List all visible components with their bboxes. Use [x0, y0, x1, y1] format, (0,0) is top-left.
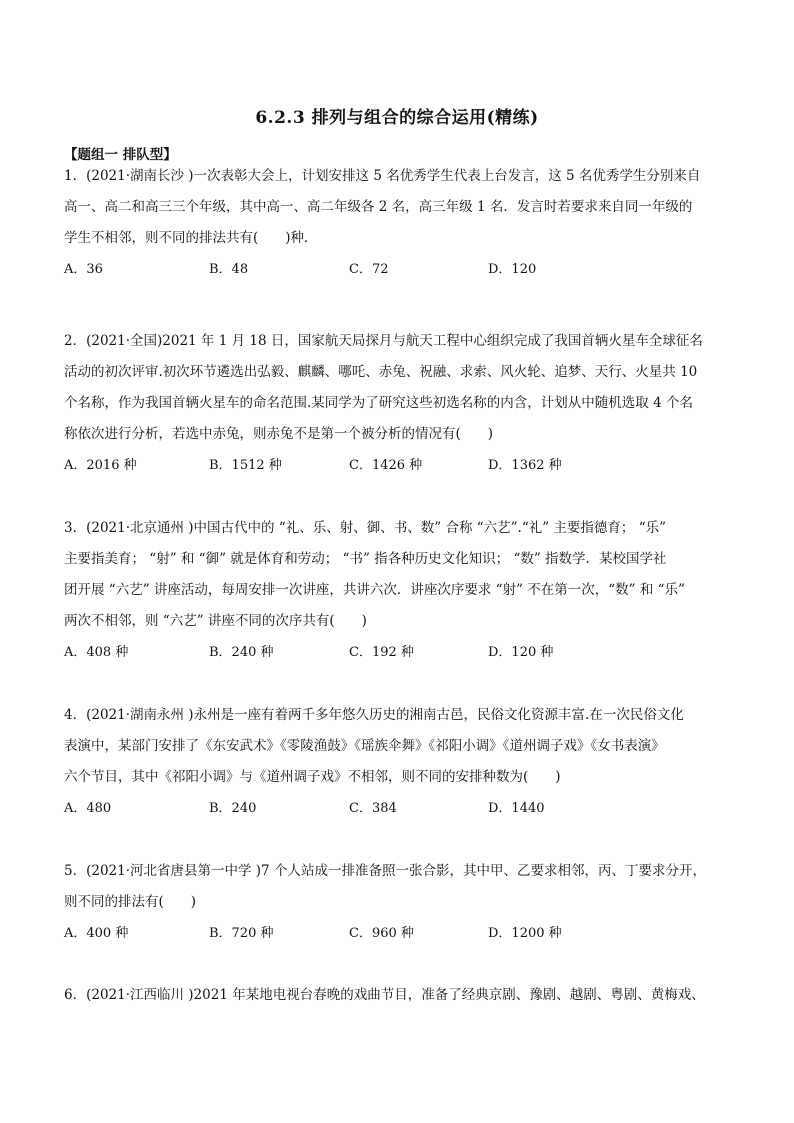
question-line: 六个节目，其中《祁阳小调》与《道州调子戏》不相邻，则不同的安排种数为( ) — [64, 769, 561, 785]
question-line: 表演中，某部门安排了《东安武术》《零陵渔鼓》《瑶族伞舞》《祁阳小调》《道州调子戏》《女书表演》 — [64, 738, 665, 754]
question-line: 学生不相邻，则不同的排法共有( )种． — [64, 230, 318, 246]
question-line: 两次不相邻，则 “六艺” 讲座不同的次序共有( ) — [64, 613, 367, 629]
question-line: 高一、高二和高三三个年级，其中高一、高二年级各 2 名，高三年级 1 名．发言时若要求来自同一年级的 — [64, 199, 693, 215]
question-line: 1．(2021·湖南长沙 )一次表彰大会上，计划安排这 5 名优秀学生代表上台发言，这 5 名优秀学生分别来自 — [64, 168, 701, 184]
question-line: 4．(2021·湖南永州 )永州是一座有着两千多年悠久历史的湘南古邑，民俗文化资源丰富.在一次民俗文化 — [64, 707, 684, 723]
choice-c: C．384 — [349, 801, 397, 816]
choice-b: B．240 种 — [209, 645, 274, 660]
choice-b: B．48 — [209, 262, 249, 277]
choice-a: A．36 — [64, 262, 103, 277]
section-heading: 【题组一 排队型】 — [64, 147, 177, 163]
question-4 — [64, 700, 744, 824]
choice-row — [64, 918, 744, 949]
question-5 — [64, 856, 744, 949]
question-line: 主要指美育； “射” 和 “御” 就是体育和劳动； “书” 指各种历史文化知识； “数” 指数学．某校国学社 — [64, 551, 667, 567]
question-line: 团开展 “六艺” 讲座活动，每周安排一次讲座，共讲六次．讲座次序要求 “射” 不在第一次，“数” 和 “乐” — [64, 582, 685, 598]
question-line: 2．(2021·全国)2021 年 1 月 18 日，国家航天局探月与航天工程中心组织完成了我国首辆火星车全球征名 — [64, 333, 703, 349]
question-line: 则不同的排法有( ) — [64, 894, 197, 910]
choice-b: B．240 — [209, 801, 257, 816]
choice-row — [64, 254, 744, 285]
choice-a: A．480 — [64, 801, 112, 816]
question-line: 6．(2021·江西临川 )2021 年某地电视台春晚的戏曲节目，准备了经典京剧、豫剧、越剧、粤剧、黄梅戏、 — [64, 987, 705, 1003]
choice-a: A．400 种 — [64, 926, 129, 941]
page-title: 6.2.3 排列与组合的综合运用(精练) — [255, 108, 539, 128]
choice-row — [64, 793, 744, 824]
choice-d: D．120 种 — [488, 645, 554, 660]
choice-c: C．1426 种 — [349, 458, 423, 473]
choice-c: C．960 种 — [349, 926, 414, 941]
question-line: 3．(2021·北京通州 )中国古代中的 “礼、乐、射、御、书、数” 合称 “六艺”.“礼” 主要指德育； “乐” — [64, 520, 667, 536]
choice-b: B．720 种 — [209, 926, 274, 941]
choice-d: D．1200 种 — [488, 926, 562, 941]
choice-row — [64, 637, 744, 668]
choice-a: A．2016 种 — [64, 458, 137, 473]
choice-c: C．72 — [349, 262, 389, 277]
question-3 — [64, 513, 744, 668]
choice-d: D．120 — [488, 262, 537, 277]
choice-c: C．192 种 — [349, 645, 414, 660]
choice-d: D．1440 — [488, 801, 545, 816]
question-line: 个名称，作为我国首辆火星车的命名范围.某同学为了研究这些初选名称的内含，计划从中随机选取 4 个名 — [64, 395, 693, 411]
question-2 — [64, 326, 744, 481]
choice-d: D．1362 种 — [488, 458, 562, 473]
choice-a: A．408 种 — [64, 645, 129, 660]
choice-b: B．1512 种 — [209, 458, 282, 473]
question-line: 活动的初次评审.初次环节遴选出弘毅、麒麟、哪吒、赤兔、祝融、求索、风火轮、追梦、天行、火星共 10 — [64, 364, 698, 380]
question-1 — [64, 161, 744, 285]
question-line: 5．(2021·河北省唐县第一中学 )7 个人站成一排准备照一张合影，其中甲、乙要求相邻，丙、丁要求分开， — [64, 863, 706, 879]
choice-row — [64, 450, 744, 481]
question-line: 称依次进行分析，若选中赤兔，则赤兔不是第一个被分析的情况有( ) — [64, 426, 494, 442]
question-6 — [64, 980, 744, 1011]
